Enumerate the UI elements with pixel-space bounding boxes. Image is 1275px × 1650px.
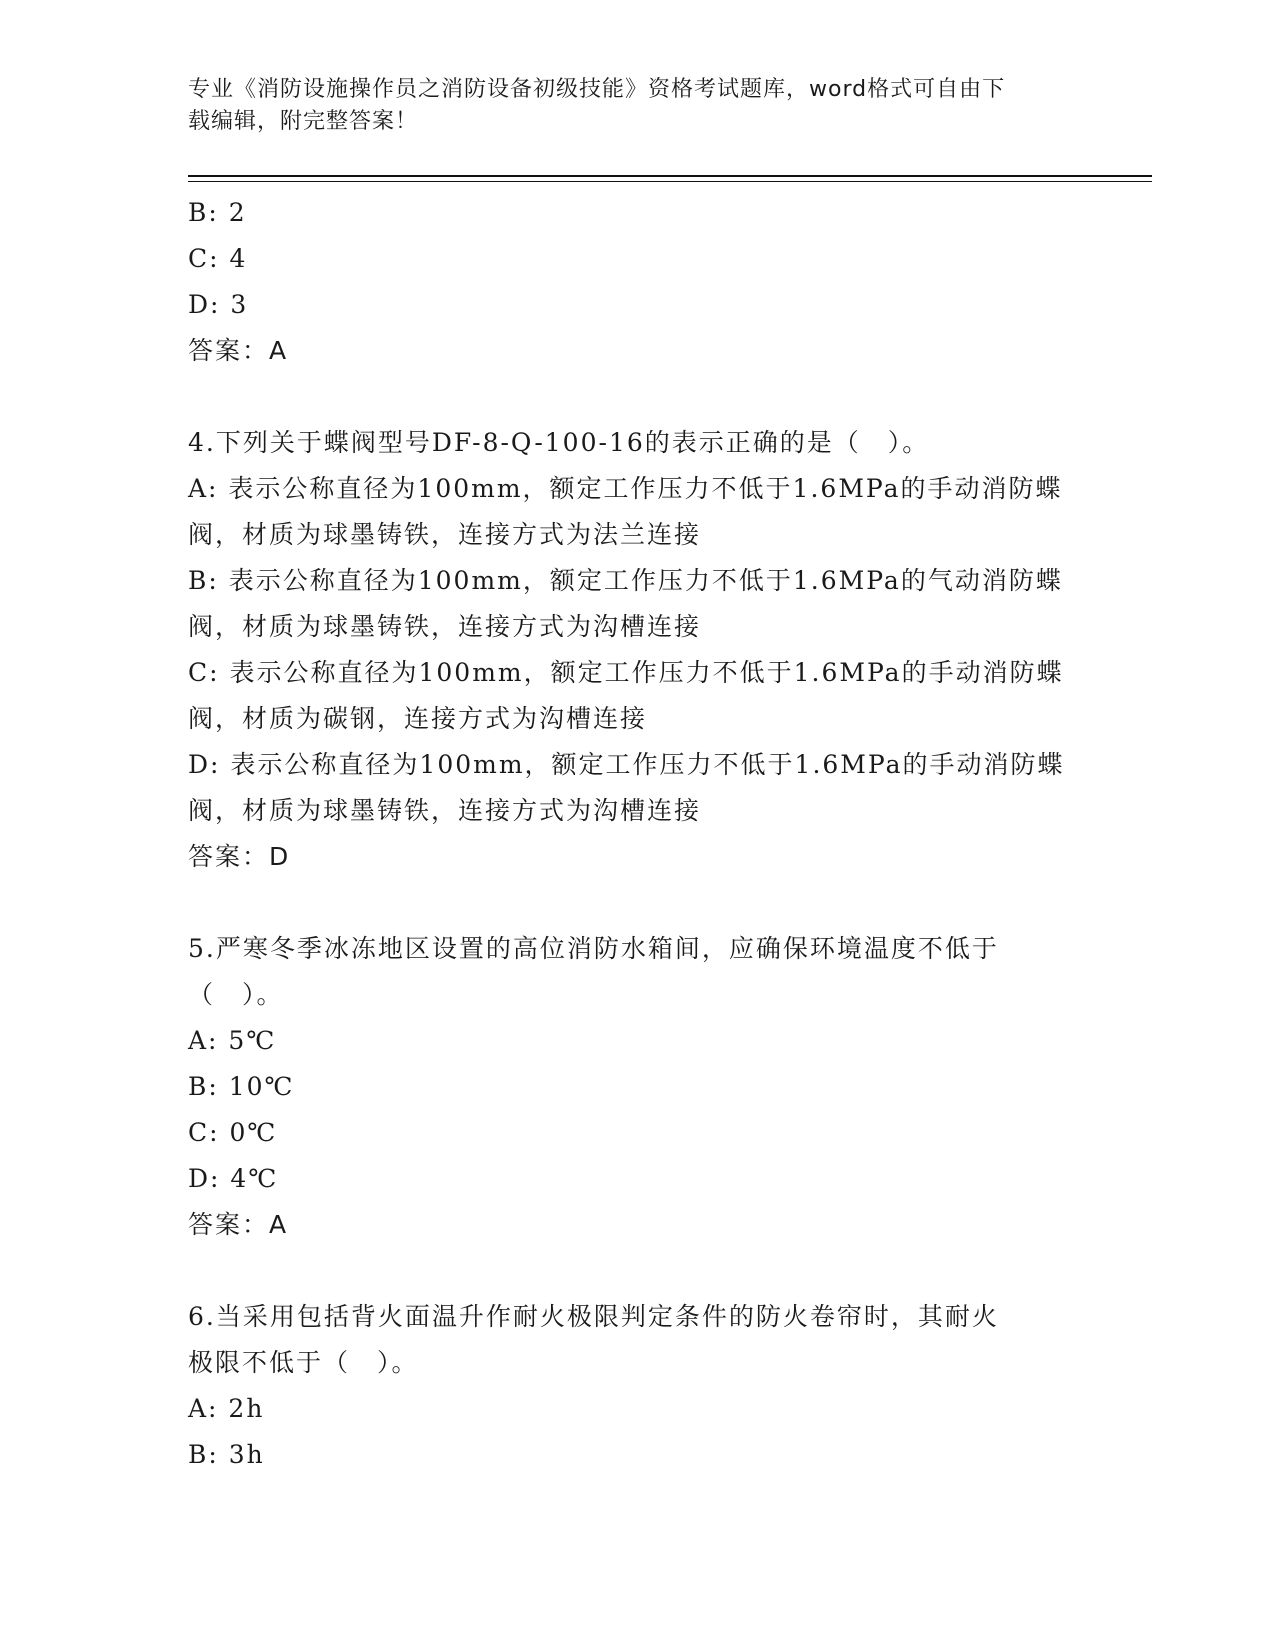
- header-divider-thick: [188, 175, 1152, 177]
- question-4: [188, 420, 1088, 880]
- option-a-line-2: 阀，材质为球墨铸铁，连接方式为法兰连接: [188, 520, 702, 549]
- spacer: [188, 374, 1088, 420]
- option-d-line-1: D: 表示公称直径为100mm，额定工作压力不低于1.6MPa的手动消防蝶: [188, 750, 1065, 779]
- answer-line: 答案：A: [188, 1210, 289, 1239]
- answer-line: 答案：D: [188, 842, 291, 871]
- question-stem-line-2: （ ）。: [188, 980, 284, 1009]
- question-3-continued: [188, 190, 1088, 374]
- document-header: [188, 74, 1088, 138]
- header-divider-thin: [188, 181, 1152, 182]
- option-b: B: 10℃: [188, 1072, 295, 1101]
- question-6: [188, 1294, 1088, 1478]
- option-c-line-1: C: 表示公称直径为100mm，额定工作压力不低于1.6MPa的手动消防蝶: [188, 658, 1064, 687]
- option-a-line-1: A: 表示公称直径为100mm，额定工作压力不低于1.6MPa的手动消防蝶: [188, 474, 1063, 503]
- option-a: A: 5℃: [188, 1026, 277, 1055]
- option-b-line-2: 阀，材质为球墨铸铁，连接方式为沟槽连接: [188, 612, 702, 641]
- header-line-1: 专业《消防设施操作员之消防设备初级技能》资格考试题库，word格式可自由下: [188, 77, 1006, 102]
- option-a: A: 2h: [188, 1394, 265, 1423]
- option-b: B: 2: [188, 198, 247, 227]
- question-stem-line-1: 5.严寒冬季冰冻地区设置的高位消防水箱间，应确保环境温度不低于: [188, 934, 999, 963]
- question-5: [188, 926, 1088, 1248]
- option-c: C: 0℃: [188, 1118, 278, 1147]
- question-stem: 4.下列关于蝶阀型号DF-8-Q-100-16的表示正确的是（ ）。: [188, 428, 930, 457]
- header-line-2: 载编辑，附完整答案！: [188, 109, 419, 134]
- spacer: [188, 880, 1088, 926]
- option-c-line-2: 阀，材质为碳钢，连接方式为沟槽连接: [188, 704, 648, 733]
- option-d: D: 4℃: [188, 1164, 279, 1193]
- option-b-line-1: B: 表示公称直径为100mm，额定工作压力不低于1.6MPa的气动消防蝶: [188, 566, 1063, 595]
- question-list: [188, 190, 1088, 1478]
- option-c: C: 4: [188, 244, 248, 273]
- spacer: [188, 1248, 1088, 1294]
- option-b: B: 3h: [188, 1440, 265, 1469]
- option-d-line-2: 阀，材质为球墨铸铁，连接方式为沟槽连接: [188, 796, 702, 825]
- question-stem-line-2: 极限不低于（ ）。: [188, 1348, 419, 1377]
- answer-line: 答案：A: [188, 336, 289, 365]
- option-d: D: 3: [188, 290, 249, 319]
- question-stem-line-1: 6.当采用包括背火面温升作耐火极限判定条件的防火卷帘时，其耐火: [188, 1302, 999, 1331]
